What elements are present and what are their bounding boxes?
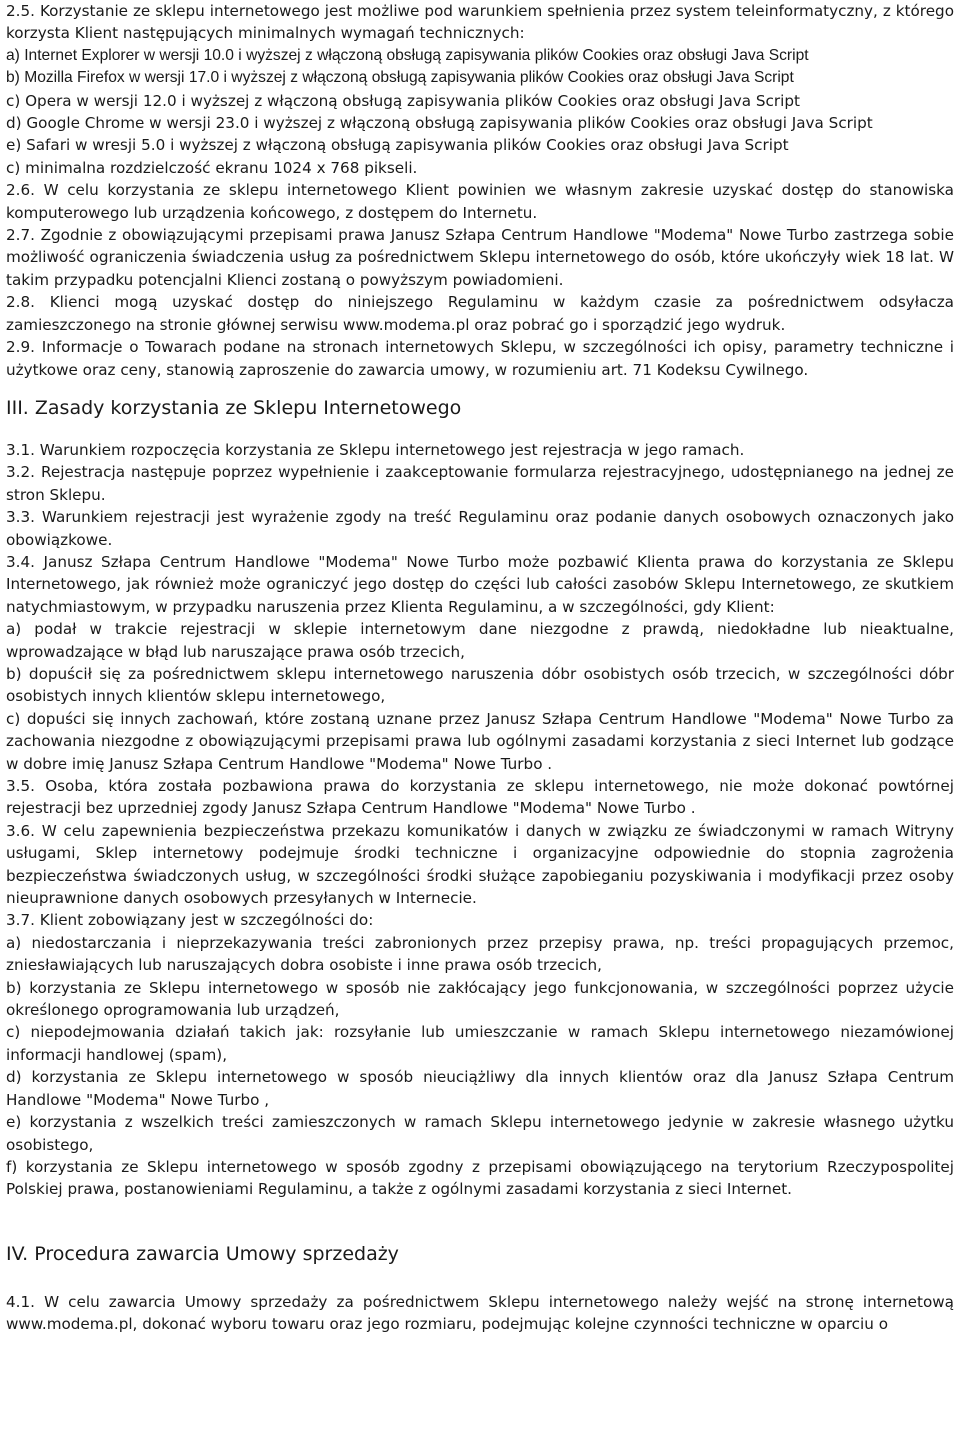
clause-2-6: 2.6. W celu korzystania ze sklepu internetowego Klient powinien we własnym zakresie uzyskać dostęp do stanowiska komputerowego lub urządzenia końcowego, z dostępem do Internetu. [6,181,954,222]
requirement-chrome: d) Google Chrome w wersji 23.0 i wyższej z włączoną obsługą zapisywania plików Cookies oraz obsługi Java Script [6,114,873,133]
requirement-ie: a) Internet Explorer w wersji 10.0 i wyższej z włączoną obsługą zapisywania plików Cookies oraz obsługi Java Script [6,46,809,64]
clause-3-6: 3.6. W celu zapewnienia bezpieczeństwa przekazu komunikatów i danych w związku ze świadczonymi w ramach Witryny usługami, Sklep internetowy podejmuje środki techniczne i organizacyjne odpowiednie do stopnia zagrożenia bezpieczeństwa świadczonych usług, w szczególności środki służące zapobieganiu pozyskiwania i modyfikacji przez osoby nieuprawnione danych osobowych przesyłanych w Internecie. [6,821,954,908]
clause-3-3: 3.3. Warunkiem rejestracji jest wyrażenie zgody na treść Regulaminu oraz podanie danych osobowych oznaczonych jako obowiązkowe. [6,508,954,549]
clause-3-4: 3.4. Janusz Szłapa Centrum Handlowe "Modema" Nowe Turbo może pozbawić Klienta prawa do korzystania ze Sklepu Internetowego, jak również może ograniczyć jego dostęp do części lub całości zasobów Sklepu Internetowego, ze skutkiem natychmiastowym, w przypadku naruszenia przez Klienta Regulaminu, a w szczególności, gdy Klient: [6,552,954,616]
requirement-opera: c) Opera w wersji 12.0 i wyższej z włączoną obsługą zapisywania plików Cookies oraz obsługi Java Script [6,91,800,110]
clause-3-7-c: c) niepodejmowania działań takich jak: rozsyłanie lub umieszczanie w ramach Sklepu internetowego niezamówionej informacji handlowej (spam), [6,1023,954,1064]
requirement-safari: e) Safari w wresji 5.0 i wyższej z włączoną obsługą zapisywania plików Cookies oraz obsługi Java Script [6,136,789,155]
clause-3-4-c: c) dopuści się innych zachowań, które zostaną uznane przez Janusz Szłapa Centrum Handlowe "Modema" Nowe Turbo za zachowania niezgodne z obowiązującymi przepisami prawa lub ogólnymi zasadami korzystania z sieci Internet lub godzące w dobre imię Janusz Szłapa Centrum Handlowe "Modema" Nowe Turbo . [6,709,954,773]
clause-3-7-a: a) niedostarczania i nieprzekazywania treści zabronionych przez przepisy prawa, np. treści propagujących przemoc, zniesławiających lub naruszających dobra osobiste i inne prawa osób trzecich, [6,933,954,975]
clause-3-5: 3.5. Osoba, która została pozbawiona prawa do korzystania ze sklepu internetowego, nie może dokonać powtórnej rejestracji bez uprzedniej zgody Janusz Szłapa Centrum Handlowe "Modema" Nowe Turbo . [6,777,954,818]
clause-3-7-b: b) korzystania ze Sklepu internetowego w sposób nie zakłócający jego funkcjonowania, w szczególności poprzez użycie określonego oprogramowania lub urządzeń, [6,978,954,1020]
section-3-heading: III. Zasady korzystania ze Sklepu Internetowego [6,396,462,419]
clause-3-7: 3.7. Klient zobowiązany jest w szczególności do: [6,911,374,930]
clause-2-8: 2.8. Klienci mogą uzyskać dostęp do niniejszego Regulaminu w każdym czasie za pośrednictwem odsyłacza zamieszczonego na stronie głównej serwisu www.modema.pl oraz pobrać go i sporządzić jego wydruk. [6,293,954,334]
clause-3-2: 3.2. Rejestracja następuje poprzez wypełnienie i zaakceptowanie formularza rejestracyjnego, udostępnianego na jednej ze stron Sklepu. [6,463,954,504]
clause-4-1: 4.1. W celu zawarcia Umowy sprzedaży za pośrednictwem Sklepu internetowego należy wejść na stronę internetową www.modema.pl, dokonać wyboru towaru oraz jego rozmiaru, podejmując kolejne czynności techniczne w oparciu o [6,1292,954,1334]
clause-3-1: 3.1. Warunkiem rozpoczęcia korzystania ze Sklepu internetowego jest rejestracja w jego ramach. [6,440,745,459]
clause-2-7: 2.7. Zgodnie z obowiązującymi przepisami prawa Janusz Szłapa Centrum Handlowe "Modema" Nowe Turbo zastrzega sobie możliwość ograniczenia świadczenia usług za pośrednictwem Sklepu internetowego do osób, które ukończyły wiek 18 lat. W takim przypadku potencjalni Klienci zostaną o powyższym powiadomieni. [6,226,954,289]
clause-3-7-e: e) korzystania z wszelkich treści zamieszczonych w ramach Sklepu internetowego jedynie w zakresie własnego użytku osobistego, [6,1113,954,1154]
clause-3-4-a: a) podał w trakcie rejestracji w sklepie internetowym dane niezgodne z prawdą, niedokładne lub nieaktualne, wprowadzające w błąd lub naruszające prawa osób trzecich, [6,620,954,661]
clause-2-9: 2.9. Informacje o Towarach podane na stronach internetowych Sklepu, w szczególności ich opisy, parametry techniczne i użytkowe oraz ceny, stanowią zaproszenie do zawarcia umowy, w rozumieniu art. 71 Kodeksu Cywilnego. [6,338,954,379]
clause-3-4-b: b) dopuścił się za pośrednictwem sklepu internetowego naruszenia dóbr osobistych osób trzecich, w szczególności dóbr osobistych innych klientów sklepu internetowego, [6,664,954,706]
clause-2-5: 2.5. Korzystanie ze sklepu internetowego jest możliwe pod warunkiem spełnienia przez system teleinformatyczny, z którego korzysta Klient następujących minimalnych wymagań technicznych: [6,2,954,43]
section-4-heading: IV. Procedura zawarcia Umowy sprzedaży [6,1242,399,1265]
clause-3-7-d: d) korzystania ze Sklepu internetowego w sposób nieuciążliwy dla innych klientów oraz dla Janusz Szłapa Centrum Handlowe "Modema" Nowe Turbo , [6,1068,954,1109]
requirement-resolution: c) minimalna rozdzielczość ekranu 1024 x 768 pikseli. [6,158,418,177]
clause-3-7-f: f) korzystania ze Sklepu internetowego w sposób zgodny z przepisami obowiązującego na terytorium Rzeczypospolitej Polskiej prawa, postanowieniami Regulaminu, a także z ogólnymi zasadami korzystania z sieci Internet. [6,1157,954,1199]
requirement-firefox: b) Mozilla Firefox w wersji 17.0 i wyższej z włączoną obsługą zapisywania plików Cookies oraz obsługi Java Script [6,69,794,87]
